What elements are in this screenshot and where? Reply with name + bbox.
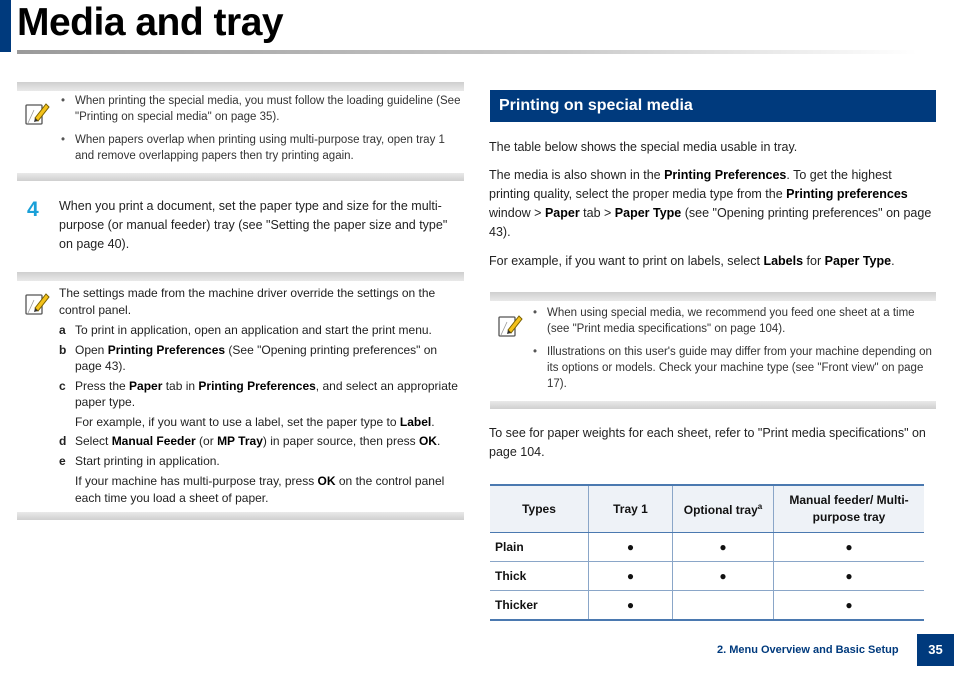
section-heading: Printing on special media [490, 90, 936, 122]
note-bar-top [17, 82, 464, 91]
table-cell: ● [589, 591, 673, 621]
table-cell: Plain [490, 533, 589, 562]
note-3-list [531, 305, 935, 399]
paragraph-3: For example, if you want to print on labels, select Labels for Paper Type. [489, 254, 895, 268]
list-item: • When using special media, we recommend you feed one sheet at a time (see "Print media specifications" on page 104). [531, 305, 935, 337]
col-header-types: Types [490, 485, 589, 533]
table-cell: ● [589, 533, 673, 562]
note-2-content [59, 285, 463, 509]
note-bar-top [490, 292, 936, 301]
sub-step-d: d Select Manual Feeder (or MP Tray) in paper source, then press OK. [59, 434, 441, 448]
col-header-tray1: Tray 1 [589, 485, 673, 533]
note-box-3 [490, 292, 936, 409]
table-cell: ● [774, 591, 925, 621]
sub-step-e: e Start printing in application. [59, 453, 220, 468]
note-bar-bottom [17, 512, 464, 520]
table-cell: ● [774, 533, 925, 562]
step-4-text: When you print a document, set the paper type and size for the multi-purpose (or manual feeder) tray (see "Setting the paper size and type" on page 40). [59, 199, 448, 251]
sub-step-b: b Open Printing Preferences (See "Opening printing preferences" on page 43). [59, 342, 438, 373]
page-title: Media and tray [17, 1, 284, 44]
paragraph-2: The media is also shown in the Printing Preferences. To get the highest printing quality, select the proper media type from the Printing preferences window > Paper tab > Paper Type (see "Opening printing preferences" on page 43). [489, 168, 932, 239]
paragraph-4: To see for paper weights for each sheet, refer to "Print media specifications" on page 104. [489, 426, 926, 459]
sub-step-e-extra: If your machine has multi-purpose tray, press OK on the control panel each time you load a sheet of paper. [75, 474, 445, 505]
table-cell: Thick [490, 562, 589, 591]
table-cell: ● [673, 533, 774, 562]
list-item: • When papers overlap when printing using multi-purpose tray, open tray 1 and remove overlapping papers then try printing again. [59, 132, 463, 164]
sub-step-a: a To print in application, open an application and start the print menu. [59, 323, 432, 337]
sub-step-c: c Press the Paper tab in Printing Preferences, and select an appropriate paper type. [59, 378, 458, 409]
note-pencil-icon [24, 291, 50, 317]
note-pencil-icon [497, 313, 523, 339]
table-row [490, 562, 924, 591]
table-cell [673, 591, 774, 621]
special-media-table [490, 484, 924, 621]
note-pencil-icon [24, 101, 50, 127]
table-cell: ● [589, 562, 673, 591]
title-rule [17, 50, 917, 54]
note-bar-top [17, 272, 464, 281]
note-bar-bottom [17, 173, 464, 181]
note-2-intro: The settings made from the machine driver override the settings on the control panel. [59, 286, 436, 317]
table-cell: Thicker [490, 591, 589, 621]
page-number: 35 [917, 634, 954, 666]
paragraph-1: The table below shows the special media usable in tray. [489, 140, 798, 154]
list-item: • Illustrations on this user's guide may differ from your machine depending on its options or models. Check your machine type (see "Front view" on page 17). [531, 344, 935, 392]
col-header-optional-tray: Optional tray$^a$ [673, 485, 774, 533]
table-row [490, 533, 924, 562]
note-box-1 [17, 82, 464, 181]
list-item: • When printing the special media, you must follow the loading guideline (See "Printing on special media" on page 35). [59, 93, 463, 125]
header-accent-bar [0, 0, 11, 52]
note-bar-bottom [490, 401, 936, 409]
table-cell: ● [774, 562, 925, 591]
note-box-2 [17, 272, 464, 520]
table-header-row [490, 485, 924, 533]
col-header-manual-feeder: Manual feeder/ Multi-purpose tray [774, 485, 925, 533]
table-cell: ● [673, 562, 774, 591]
note-1-list [59, 93, 463, 171]
footer-chapter-link[interactable]: 2. Menu Overview and Basic Setup [717, 644, 899, 656]
step-number: 4 [27, 198, 39, 221]
sub-step-c-example: For example, if you want to use a label, set the paper type to Label. [75, 414, 435, 429]
table-row [490, 591, 924, 621]
